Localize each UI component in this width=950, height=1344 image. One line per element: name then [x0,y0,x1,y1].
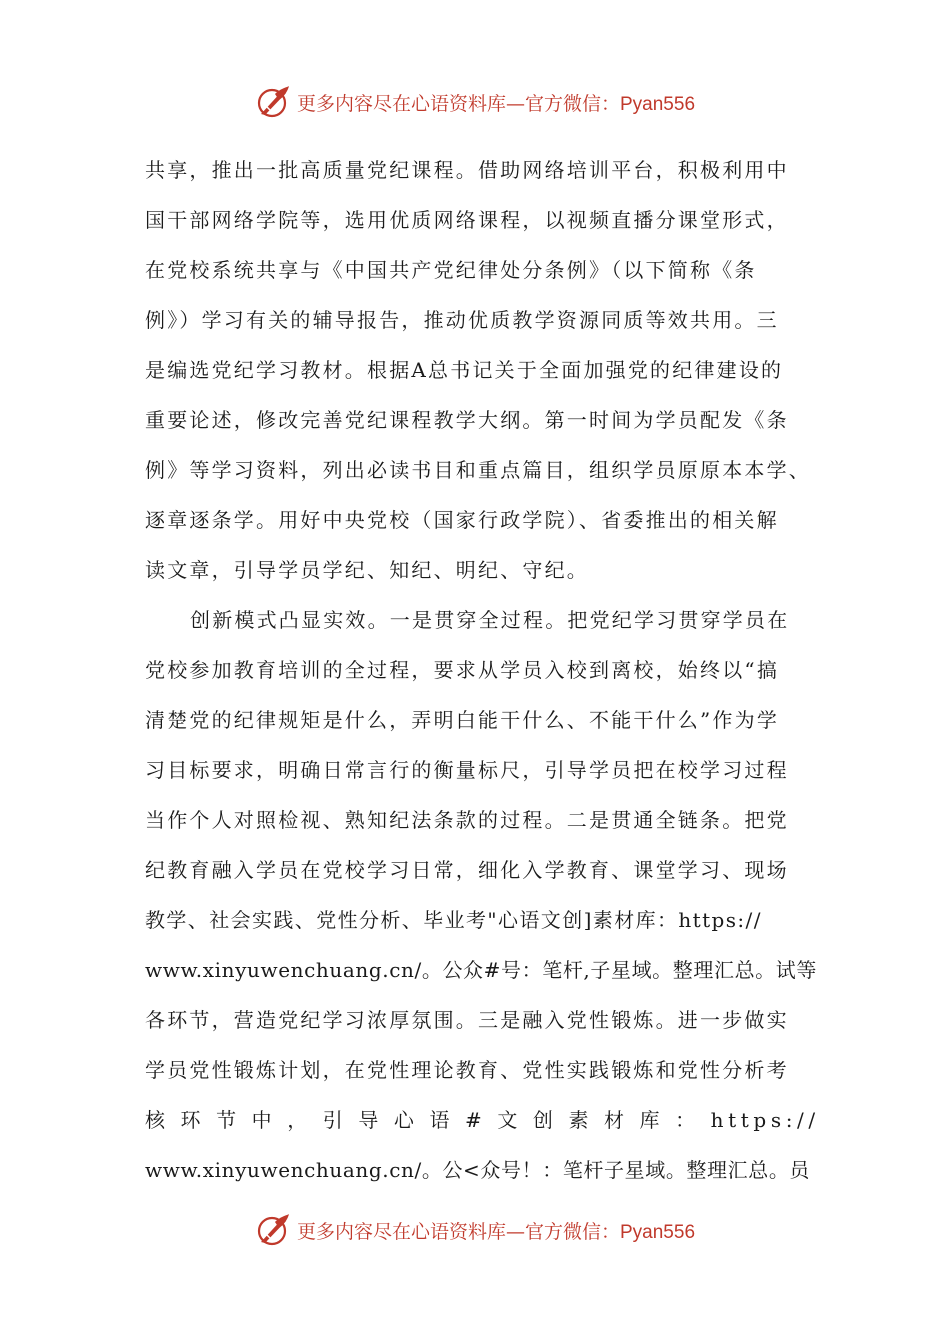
text-line: 各环节，营造党纪学习浓厚氛围。三是融入党性锻炼。进一步做实 [145,1008,789,1032]
text-line: 是编选党纪学习教材。根据A总书记关于全面加强党的纪律建设的 [145,358,784,382]
footer-banner-text: 更多内容尽在心语资料库—官方微信：Pyan556 [296,1220,696,1243]
text-line: www.xinyuwenchuang.cn/。公<众号！：笔杆子星域。整理汇总。员 [145,1158,811,1182]
text-line: 党校参加教育培训的全过程，要求从学员入校到离校，始终以“搞 [145,658,780,682]
text-line: 清楚党的纪律规矩是什么，弄明白能干什么、不能干什么”作为学 [145,708,780,732]
header-banner [0,82,950,122]
text-line: 逐章逐条学。用好中央党校（国家行政学院）、省委推出的相关解 [145,508,779,532]
text-line: 核 环 节 中 ， 引 导 心 语 # 文 创 素 材 库 ： https:// [145,1108,820,1132]
header-banner-text: 更多内容尽在心语资料库—官方微信：Pyan556 [296,92,696,115]
text-line: 读文章，引导学员学纪、知纪、明纪、守纪。 [145,558,589,582]
text-line: 国干部网络学院等，选用优质网络课程，以视频直播分课堂形式， [145,208,789,232]
body-text [145,150,820,1200]
text-line: 例》）学习有关的辅导报告，推动优质教学资源同质等效共用。三 [145,308,779,332]
text-line: 当作个人对照检视、熟知纪法条款的过程。二是贯通全链条。把党 [145,808,789,832]
text-line: 例》等学习资料，列出必读书目和重点篇目，组织学员原原本本学、 [145,458,811,482]
footer-banner [0,1210,950,1250]
text-line: 重要论述，修改完善党纪课程教学大纲。第一时间为学员配发《条 [145,408,789,432]
header-wechat-id: Pyan556 [620,93,696,115]
text-line: www.xinyuwenchuang.cn/。公众#号：笔杆,子星域。整理汇总。试等 [145,958,817,982]
text-line: 教学、社会实践、党性分析、毕业考"心语文创]素材库：https:// [145,908,762,932]
quill-logo-icon [255,84,291,120]
paragraph-start-line: 创新模式凸显实效。一是贯穿全过程。把党纪学习贯穿学员在 [190,608,790,632]
text-line: 纪教育融入学员在党校学习日常，细化入学教育、课堂学习、现场 [145,858,789,882]
text-line: 在党校系统共享与《中国共产党纪律处分条例》（以下简称《条 [145,258,757,282]
text-line: 共享，推出一批高质量党纪课程。借助网络培训平台，积极利用中 [145,158,789,182]
quill-logo-icon [255,1212,291,1248]
text-line: 学员党性锻炼计划，在党性理论教育、党性实践锻炼和党性分析考 [145,1058,789,1082]
text-line: 习目标要求，明确日常言行的衡量标尺，引导学员把在校学习过程 [145,758,789,782]
footer-wechat-id: Pyan556 [620,1221,696,1243]
